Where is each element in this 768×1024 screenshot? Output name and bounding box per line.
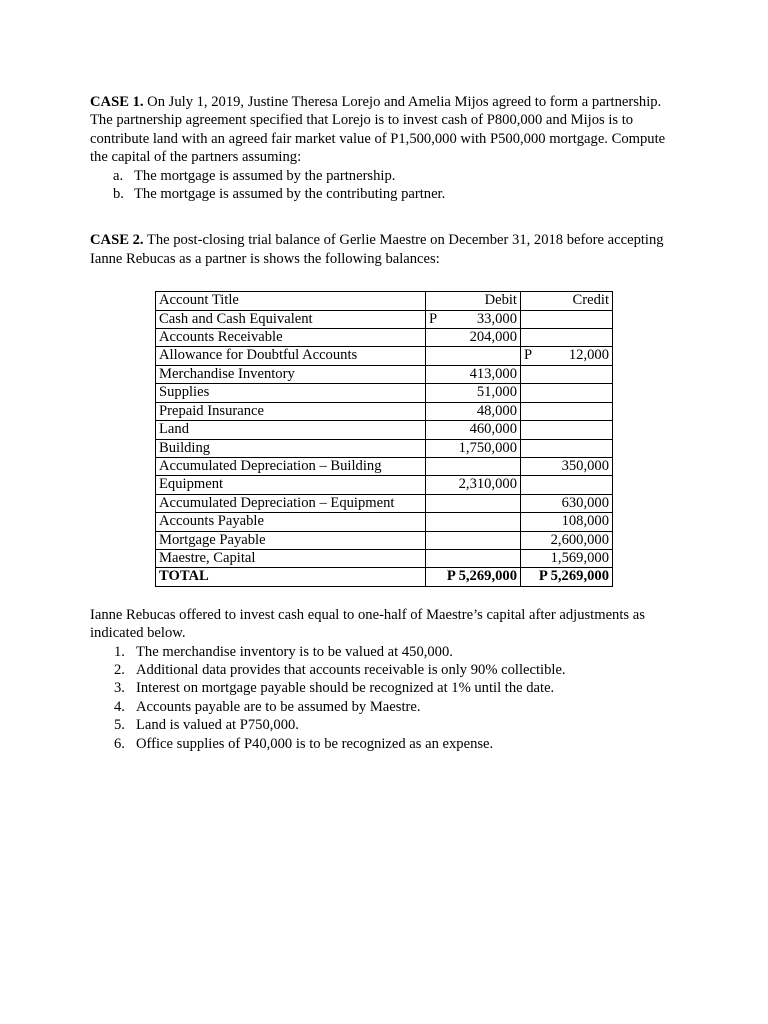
case2-label: CASE 2. [90, 232, 144, 249]
debit-cell [426, 329, 521, 347]
debit-cell [426, 494, 521, 512]
debit-amount: 460,000 [469, 421, 517, 438]
debit-cell [426, 457, 521, 475]
debit-cell [426, 310, 521, 328]
case1-label: CASE 1. [90, 94, 144, 110]
table-row [156, 549, 613, 567]
document-page [90, 93, 680, 753]
adjustments-list [90, 643, 680, 753]
credit-cell [521, 402, 613, 420]
credit-cell [521, 421, 613, 439]
debit-amount: 2,310,000 [458, 476, 517, 493]
table-row [156, 494, 613, 512]
case1-list [90, 167, 680, 204]
header-credit: Credit [521, 292, 613, 310]
list-item [114, 698, 680, 716]
table-row [156, 329, 613, 347]
table-row [156, 384, 613, 402]
list-item-text: The mortgage is assumed by the contributing partner. [134, 186, 446, 203]
account-title-cell: Land [156, 421, 426, 439]
list-item [114, 661, 680, 679]
account-title-cell: Maestre, Capital [156, 549, 426, 567]
debit-currency: P [429, 310, 438, 327]
debit-amount: 413,000 [469, 365, 517, 382]
table-row [156, 310, 613, 328]
credit-cell [521, 513, 613, 531]
account-title-cell: Allowance for Doubtful Accounts [156, 347, 426, 365]
credit-cell [521, 531, 613, 549]
list-marker: b. [113, 186, 124, 203]
account-title-cell: Supplies [156, 384, 426, 402]
list-marker: 5. [114, 717, 125, 734]
table-row [156, 439, 613, 457]
debit-cell [426, 549, 521, 567]
debit-cell [426, 513, 521, 531]
account-title-cell: Accounts Payable [156, 513, 426, 531]
total-debit: P 5,269,000 [426, 568, 521, 586]
credit-amount: 2,600,000 [550, 531, 609, 548]
credit-cell [521, 494, 613, 512]
list-item [113, 185, 680, 203]
credit-amount: 1,569,000 [550, 549, 609, 566]
table-header-row [156, 292, 613, 310]
table-row [156, 421, 613, 439]
account-title-cell: Accounts Receivable [156, 329, 426, 347]
case2-paragraph [90, 231, 680, 268]
list-item-text: Additional data provides that accounts receivable is only 90% collectible. [136, 661, 566, 678]
account-title-cell: Accumulated Depreciation – Building [156, 457, 426, 475]
account-title-cell: Prepaid Insurance [156, 402, 426, 420]
table-row [156, 531, 613, 549]
debit-amount: 51,000 [476, 384, 517, 401]
table-row [156, 365, 613, 383]
debit-amount: 48,000 [476, 402, 517, 419]
account-title-cell: Cash and Cash Equivalent [156, 310, 426, 328]
table-row [156, 347, 613, 365]
account-title-cell: Merchandise Inventory [156, 365, 426, 383]
debit-cell [426, 439, 521, 457]
credit-cell [521, 365, 613, 383]
header-account-title: Account Title [156, 292, 426, 310]
total-label: TOTAL [156, 568, 426, 586]
list-item [114, 679, 680, 697]
total-credit: P 5,269,000 [521, 568, 613, 586]
account-title-cell: Equipment [156, 476, 426, 494]
credit-amount: 108,000 [561, 513, 609, 530]
list-item-text: Interest on mortgage payable should be recognized at 1% until the date. [136, 680, 555, 697]
list-marker: 3. [114, 680, 125, 697]
credit-cell [521, 439, 613, 457]
list-marker: a. [113, 167, 124, 184]
list-item [114, 643, 680, 661]
debit-cell [426, 384, 521, 402]
credit-cell [521, 384, 613, 402]
account-title-cell: Accumulated Depreciation – Equipment [156, 494, 426, 512]
credit-cell [521, 329, 613, 347]
account-title-cell: Building [156, 439, 426, 457]
list-item-text: Accounts payable are to be assumed by Maestre. [136, 698, 421, 715]
list-item [114, 735, 680, 753]
credit-cell [521, 347, 613, 365]
case1-text: On July 1, 2019, Justine Theresa Lorejo and Amelia Mijos agreed to form a partnership. The partnership agreement specified that Lorejo is to invest cash of P800,000 and Mijos is to contribute land with an agreed fair market value of P1,500,000 with P500,000 mortgage. Compute the capital of the partners assuming: [90, 94, 666, 166]
table-row [156, 457, 613, 475]
credit-cell [521, 457, 613, 475]
case2-text: The post-closing trial balance of Gerlie Maestre on December 31, 2018 before accepting Ianne Rebucas as a partner is shows the following balances: [90, 232, 664, 267]
trial-balance-table [155, 291, 613, 587]
header-debit: Debit [426, 292, 521, 310]
credit-cell [521, 476, 613, 494]
credit-amount: 350,000 [561, 457, 609, 474]
debit-cell [426, 347, 521, 365]
debit-amount: 1,750,000 [458, 439, 517, 456]
list-marker: 1. [114, 643, 125, 660]
trial-balance-body [156, 310, 613, 568]
list-item [114, 716, 680, 734]
credit-cell [521, 549, 613, 567]
list-item-text: Land is valued at P750,000. [136, 717, 299, 734]
credit-currency: P [524, 347, 533, 364]
list-marker: 2. [114, 661, 125, 678]
case1-paragraph [90, 93, 680, 167]
debit-amount: 204,000 [469, 329, 517, 346]
table-row [156, 513, 613, 531]
table-row [156, 476, 613, 494]
list-item-text: The mortgage is assumed by the partnership. [134, 167, 396, 184]
account-title-cell: Mortgage Payable [156, 531, 426, 549]
debit-amount: 33,000 [476, 310, 517, 327]
list-item [113, 167, 680, 185]
debit-cell [426, 402, 521, 420]
debit-cell [426, 531, 521, 549]
list-marker: 6. [114, 735, 125, 752]
credit-cell [521, 310, 613, 328]
table-total-row [156, 568, 613, 586]
debit-cell [426, 421, 521, 439]
list-marker: 4. [114, 698, 125, 715]
table-row [156, 402, 613, 420]
credit-amount: 630,000 [561, 494, 609, 511]
list-item-text: The merchandise inventory is to be valued at 450,000. [136, 643, 453, 660]
debit-cell [426, 476, 521, 494]
debit-cell [426, 365, 521, 383]
list-item-text: Office supplies of P40,000 is to be recognized as an expense. [136, 735, 494, 752]
credit-amount: 12,000 [568, 347, 609, 364]
offer-paragraph: Ianne Rebucas offered to invest cash equal to one-half of Maestre’s capital after adjustments as indicated below. [90, 606, 645, 642]
